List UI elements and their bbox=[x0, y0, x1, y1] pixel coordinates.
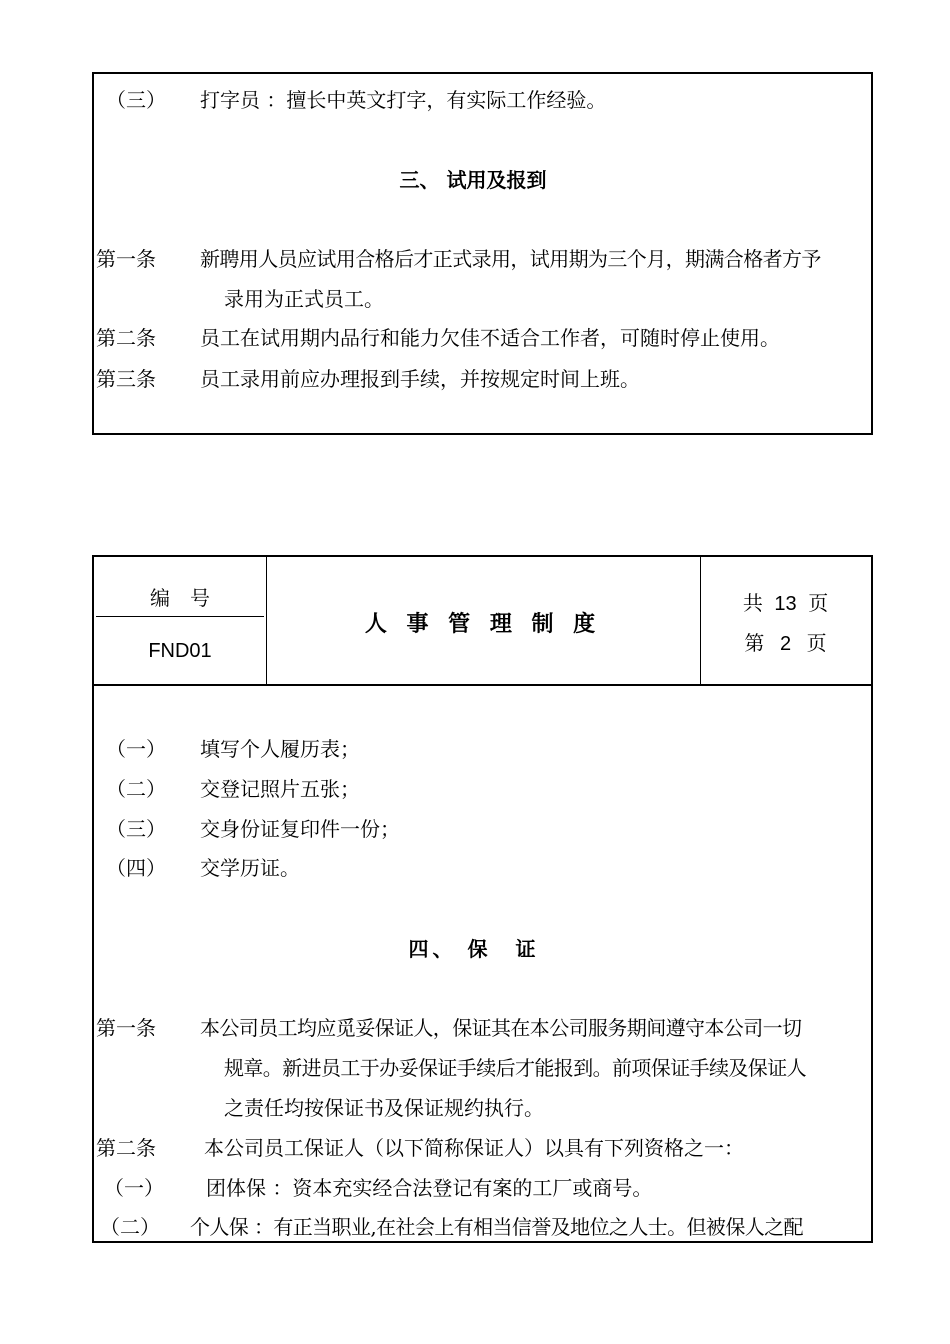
list-item-label: （四） bbox=[106, 856, 166, 880]
list-item-label: （三） bbox=[106, 817, 166, 841]
article-label: 第三条 bbox=[96, 367, 156, 391]
header-divider bbox=[700, 557, 701, 684]
sub-item-text: 团体保 ：资本充实经合法登记有案的工厂或商号。 bbox=[206, 1176, 653, 1200]
article-text: 员工在试用期内品行和能力欠佳不适合工作者，可随时停止使用。 bbox=[200, 326, 780, 350]
section-title: 三、 试用及报到 bbox=[399, 168, 547, 192]
article-label: 第二条 bbox=[96, 1136, 156, 1160]
list-item-text: 交登记照片五张； bbox=[200, 777, 360, 801]
page-total-suffix: 页 bbox=[808, 593, 829, 615]
list-item-text: 交学历证。 bbox=[200, 856, 300, 880]
list-item-text: 交身份证复印件一份； bbox=[200, 817, 400, 841]
section-title: 四、 保 证 bbox=[408, 937, 540, 961]
article-text: 员工录用前应办理报到手续，并按规定时间上班。 bbox=[200, 367, 640, 391]
document-title: 人 事 管 理 制 度 bbox=[364, 611, 602, 637]
article-text: 本公司员工均应觅妥保证人，保证其在本公司服务期间遵守本公司一切 bbox=[200, 1016, 802, 1040]
page-total-number: 13 bbox=[774, 593, 797, 615]
page-current-number: 2 bbox=[779, 633, 792, 655]
lower-content-box bbox=[92, 555, 873, 1243]
article-text-continued: 录用为正式员工。 bbox=[224, 287, 384, 311]
item-label: （三） bbox=[106, 88, 166, 112]
page-total-prefix: 共 bbox=[742, 593, 763, 615]
article-label: 第二条 bbox=[96, 326, 156, 350]
sub-item-label: （一） bbox=[104, 1176, 164, 1200]
list-item-label: （一） bbox=[106, 737, 166, 761]
list-item-text: 填写个人履历表； bbox=[200, 737, 360, 761]
page-current bbox=[700, 632, 871, 656]
article-text-continued: 规章。新进员工于办妥保证手续后才能报到。前项保证手续及保证人 bbox=[224, 1056, 806, 1080]
page-current-prefix: 第 bbox=[744, 633, 765, 655]
article-label: 第一条 bbox=[96, 247, 156, 271]
article-text: 新聘用人员应试用合格后才正式录用，试用期为三个月，期满合格者方予 bbox=[200, 247, 821, 271]
article-text: 本公司员工保证人（以下简称保证人）以具有下列资格之一： bbox=[204, 1136, 744, 1160]
article-text-continued: 之责任均按保证书及保证规约执行。 bbox=[224, 1096, 544, 1120]
page-current-suffix: 页 bbox=[806, 633, 827, 655]
list-item-label: （二） bbox=[106, 777, 166, 801]
document-header bbox=[94, 557, 871, 686]
article-label: 第一条 bbox=[96, 1016, 156, 1040]
code-divider bbox=[96, 616, 264, 617]
page-total bbox=[700, 592, 871, 616]
upper-content-box bbox=[92, 72, 873, 435]
code-label: 编 号 bbox=[150, 588, 210, 610]
sub-item-label: （二） bbox=[100, 1215, 160, 1239]
item-text: 打字员 ：擅长中英文打字，有实际工作经验。 bbox=[200, 88, 607, 112]
code-value: FND01 bbox=[148, 640, 212, 662]
sub-item-text: 个人保 ：有正当职业,在社会上有相当信誉及地位之人士。但被保人之配 bbox=[190, 1215, 803, 1239]
